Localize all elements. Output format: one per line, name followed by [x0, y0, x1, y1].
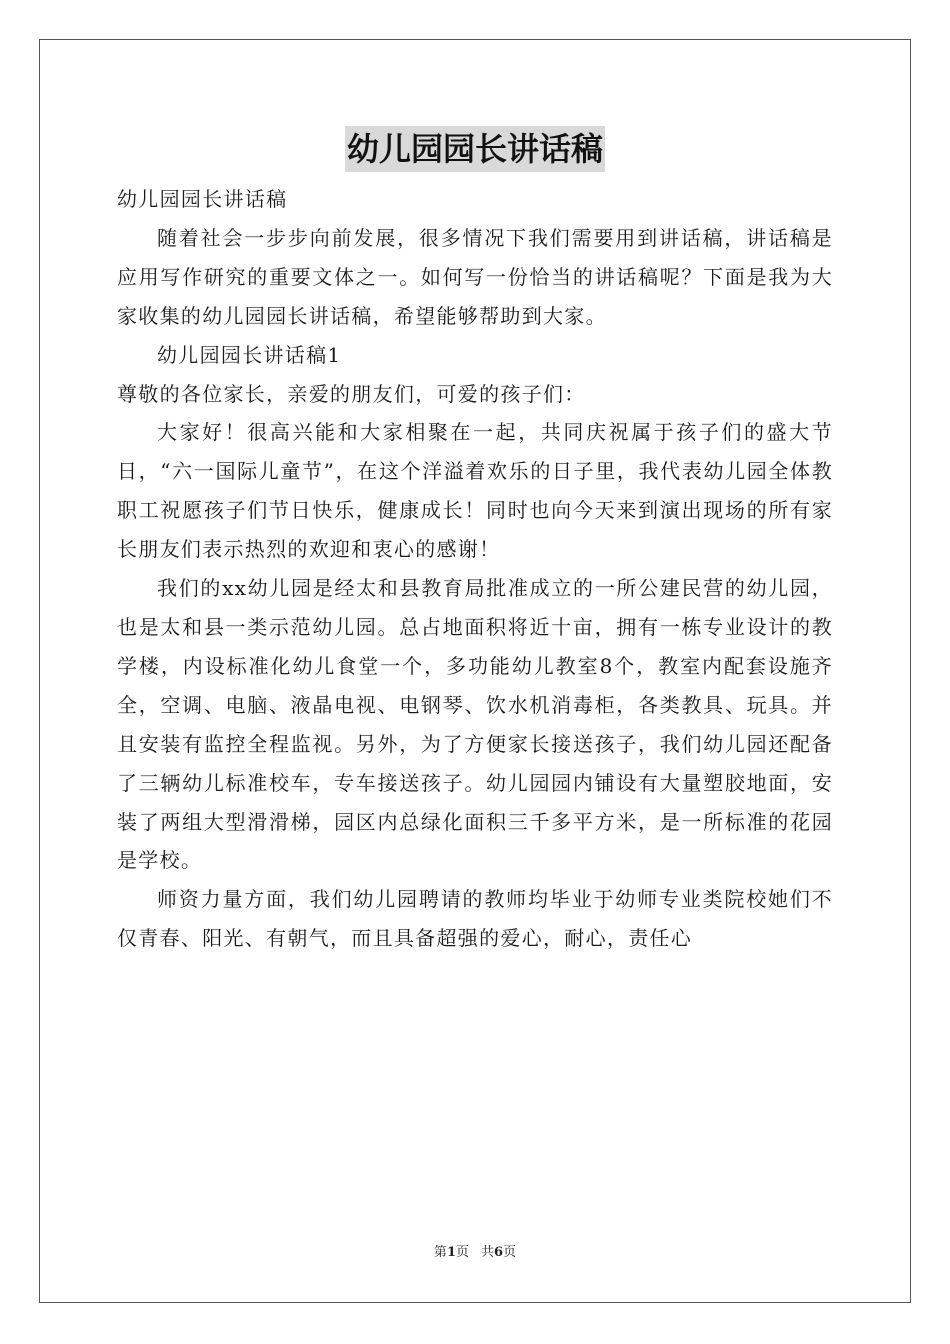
- page-footer: [0, 1244, 950, 1262]
- paragraph-school-intro: 我们的xx幼儿园是经太和县教育局批准成立的一所公建民营的幼儿园，也是太和县一类示范幼儿园。总占地面积将近十亩，拥有一栋专业设计的教学楼，内设标准化幼儿食堂一个，多功能幼儿教室8个，教室内配套设施齐全，空调、电脑、液晶电视、电钢琴、饮水机消毒柜，各类教具、玩具。并且安装有监控全程监视。另外，为了方便家长接送孩子，我们幼儿园还配备了三辆幼儿标准校车，专车接送孩子。幼儿园园内铺设有大量塑胶地面，安装了两组大型滑滑梯，园区内总绿化面积三千多平方米，是一所标准的花园是学校。: [117, 576, 833, 873]
- document-title: 幼儿园园长讲话稿: [345, 126, 605, 172]
- paragraph-subtitle: 幼儿园园长讲话稿: [117, 187, 288, 211]
- paragraph-greeting: 大家好！很高兴能和大家相聚在一起，共同庆祝属于孩子们的盛大节日，“六一国际儿童节”，在这个洋溢着欢乐的日子里，我代表幼儿园全体教职工祝愿孩子们节日快乐，健康成长！同时也向今天来到演出现场的所有家长朋友们表示热烈的欢迎和衷心的感谢！: [117, 420, 833, 562]
- paragraph-salutation: 尊敬的各位家长，亲爱的朋友们，可爱的孩子们：: [117, 381, 586, 406]
- total-prefix: 共: [481, 1245, 495, 1260]
- document-body: [117, 180, 833, 958]
- title-container: [0, 126, 950, 172]
- page-number: 1: [446, 1245, 456, 1260]
- page-prefix: 第: [433, 1245, 447, 1260]
- total-pages: 6: [494, 1245, 504, 1260]
- page-suffix: 页: [455, 1245, 469, 1260]
- total-suffix: 页: [503, 1245, 517, 1260]
- paragraph-section-heading: 幼儿园园长讲话稿1: [157, 342, 342, 367]
- paragraph-intro: 随着社会一步步向前发展，很多情况下我们需要用到讲话稿，讲话稿是应用写作研究的重要文体之一。如何写一份恰当的讲话稿呢？下面是我为大家收集的幼儿园园长讲话稿，希望能够帮助到大家。: [117, 225, 833, 328]
- paragraph-faculty: 师资力量方面，我们幼儿园聘请的教师均毕业于幼师专业类院校她们不仅青春、阳光、有朝气，而且具备超强的爱心，耐心，责任心: [117, 887, 833, 951]
